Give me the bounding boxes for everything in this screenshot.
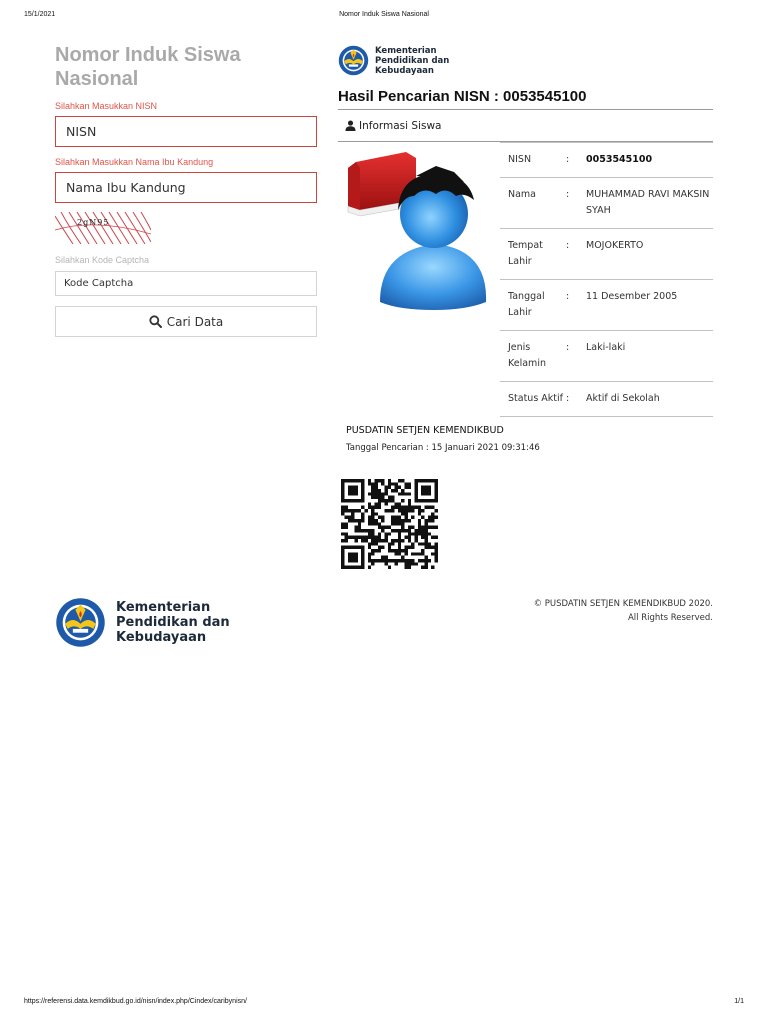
search-button-label: Cari Data	[166, 314, 224, 329]
print-url: https://referensi.data.kemdikbud.go.id/nisn/index.php/Cindex/caribynisn/	[24, 998, 247, 1005]
student-avatar-icon	[346, 152, 491, 312]
field-label: Nama	[500, 178, 566, 229]
print-header	[24, 11, 744, 23]
field-value-nisn: 0053545100	[578, 143, 713, 178]
nisn-label: Silahkan Masukkan NISN	[55, 101, 158, 111]
section-title: Informasi Siswa	[359, 119, 442, 132]
field-value-gender: Laki-laki	[578, 331, 713, 382]
field-separator: :	[566, 382, 578, 417]
print-page-number: 1/1	[734, 998, 744, 1005]
logo-text	[375, 46, 449, 76]
user-icon	[345, 120, 356, 131]
logo-line: Kebudayaan	[116, 630, 207, 645]
print-date: 15/1/2021	[24, 11, 56, 18]
logo-text	[116, 600, 230, 645]
search-form	[55, 43, 317, 337]
captcha-input[interactable]: Kode Captcha	[55, 271, 317, 296]
search-timestamp: Tanggal Pencarian : 15 Januari 2021 09:31:46	[346, 443, 540, 453]
logo-line: Kebudayaan	[375, 65, 434, 76]
search-icon	[149, 315, 162, 328]
table-row	[500, 280, 713, 331]
organization-name: PUSDATIN SETJEN KEMENDIKBUD	[346, 425, 504, 436]
field-separator: :	[566, 229, 578, 280]
copyright-line: All Rights Reserved.	[627, 613, 713, 623]
logo-line: Kementerian	[116, 600, 211, 615]
field-value-birthdate: 11 Desember 2005	[578, 280, 713, 331]
search-button[interactable]	[55, 306, 317, 337]
table-row	[500, 382, 713, 417]
captcha-text: 2gN95	[77, 218, 110, 227]
table-row	[500, 143, 713, 178]
table-row	[500, 229, 713, 280]
field-separator: :	[566, 331, 578, 382]
nisn-input[interactable]: NISN	[55, 116, 317, 147]
result-title: Hasil Pencarian NISN : 0053545100	[338, 88, 587, 105]
print-footer	[24, 998, 744, 1010]
field-label: Jenis Kelamin	[500, 331, 566, 382]
student-info-table	[500, 142, 713, 417]
mother-name-input[interactable]: Nama Ibu Kandung	[55, 172, 317, 203]
student-info-header	[338, 110, 713, 141]
tut-wuri-handayani-emblem	[338, 45, 369, 76]
logo-line: Kementerian	[375, 45, 437, 56]
student-info	[338, 142, 713, 416]
field-label: Tempat Lahir	[500, 229, 566, 280]
page-title: Nomor Induk Siswa Nasional	[55, 44, 241, 90]
captcha-image	[55, 212, 151, 244]
copyright-line: © PUSDATIN SETJEN KEMENDIKBUD 2020.	[533, 599, 713, 609]
result-footer	[338, 424, 713, 455]
captcha-label: Silahkan Kode Captcha	[55, 255, 150, 265]
field-value-name: MUHAMMAD RAVI MAKSIN SYAH	[578, 178, 713, 229]
table-row	[500, 331, 713, 382]
qr-code	[341, 479, 438, 569]
field-separator: :	[566, 143, 578, 178]
field-label: NISN	[500, 143, 566, 178]
field-separator: :	[566, 280, 578, 331]
table-row	[500, 178, 713, 229]
logo-line: Pendidikan dan	[116, 615, 230, 630]
field-separator: :	[566, 178, 578, 229]
field-label: Tanggal Lahir	[500, 280, 566, 331]
field-label: Status Aktif	[500, 382, 566, 417]
print-title: Nomor Induk Siswa Nasional	[339, 11, 429, 18]
copyright	[534, 597, 713, 625]
logo-line: Pendidikan dan	[375, 55, 450, 66]
tut-wuri-handayani-emblem	[55, 597, 106, 648]
mother-name-label: Silahkan Masukkan Nama Ibu Kandung	[55, 157, 214, 167]
field-value-status: Aktif di Sekolah	[578, 382, 713, 417]
kemendikbud-logo-footer	[55, 597, 230, 648]
result-panel	[338, 87, 713, 455]
kemendikbud-logo	[338, 45, 449, 76]
field-value-birthplace: MOJOKERTO	[578, 229, 713, 280]
